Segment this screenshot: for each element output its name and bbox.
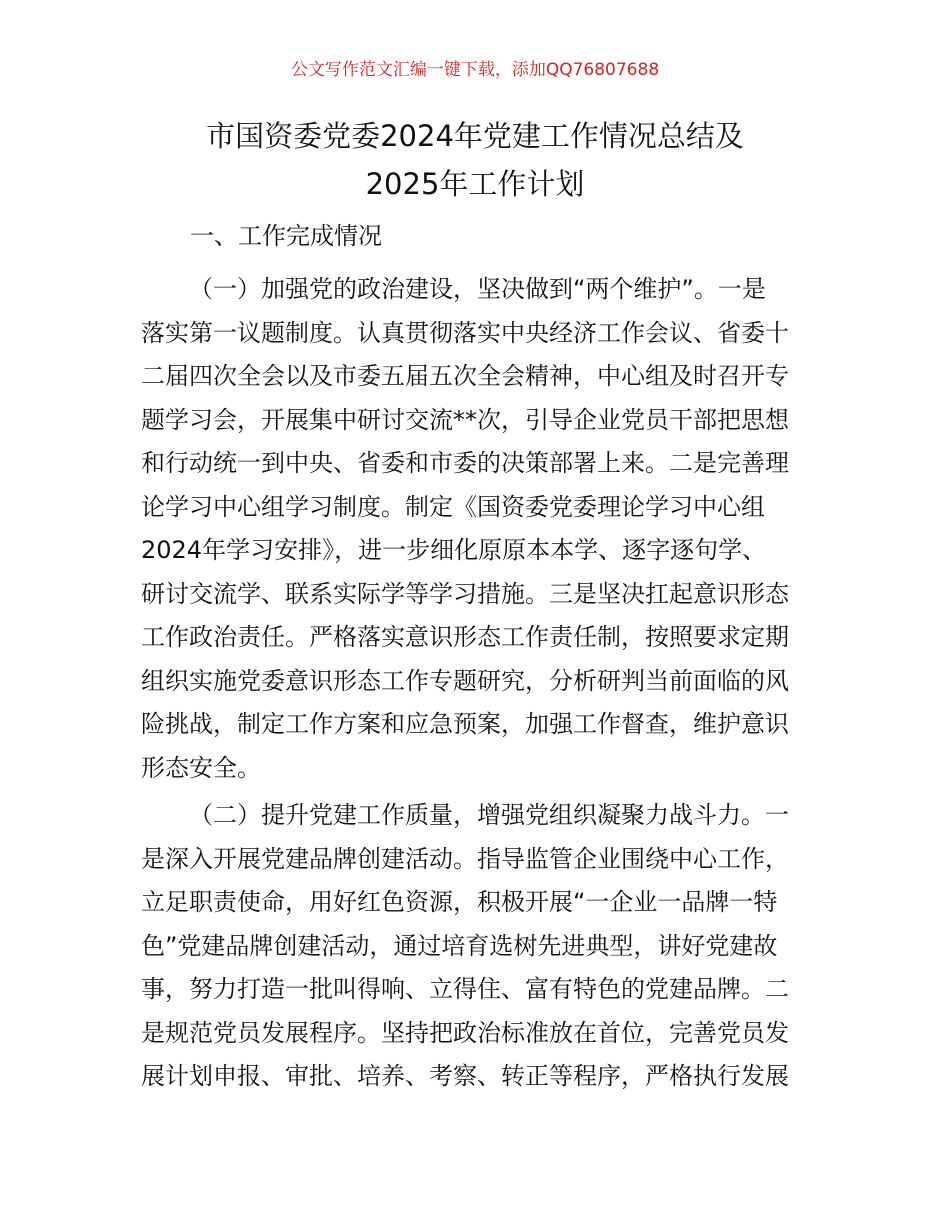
- title-line: 2025年工作计划: [365, 167, 585, 201]
- text-line: （二）提升党建工作质量，增强党组织凝聚力战斗力。一: [189, 801, 789, 829]
- text-line: 题学习会，开展集中研讨交流**次，引导企业党员干部把思想: [141, 405, 789, 434]
- text-line: 论学习中心组学习制度。制定《国资委党委理论学习中心组: [141, 492, 765, 521]
- text-line: 是规范党员发展程序。坚持把政治标准放在首位，完善党员发: [141, 1018, 789, 1047]
- text-line: 组织实施党委意识形态工作专题研究，分析研判当前面临的风: [141, 666, 789, 695]
- download-banner: 公文写作范文汇编一键下载，添加QQ76807688: [290, 60, 660, 80]
- document-title: [0, 112, 950, 208]
- text-line: 险挑战，制定工作方案和应急预案，加强工作督查，维护意识: [141, 710, 789, 738]
- text-line: 2024年学习安排》，进一步细化原原本本学、逐字逐句学、: [141, 536, 767, 564]
- text-line: 研讨交流学、联系实际学等学习措施。三是坚决扛起意识形态: [141, 579, 789, 608]
- text-line: 色”党建品牌创建活动，通过培育选树先进典型，讲好党建故: [141, 931, 778, 960]
- text-line: 形态安全。: [141, 753, 261, 782]
- text-line: 是深入开展党建品牌创建活动。指导监管企业围绕中心工作，: [141, 844, 789, 873]
- text-line: 事，努力打造一批叫得响、立得住、富有特色的党建品牌。二: [141, 975, 789, 1003]
- text-line: 工作政治责任。严格落实意识形态工作责任制，按照要求定期: [141, 623, 789, 651]
- paragraph-2: [141, 794, 821, 1099]
- text-line: 立足职责使命，用好红色资源，积极开展“一企业一品牌一特: [141, 888, 778, 916]
- paragraph-1: [141, 268, 821, 790]
- text-line: 落实第一议题制度。认真贯彻落实中央经济工作会议、省委十: [141, 318, 789, 347]
- text-line: 和行动统一到中央、省委和市委的决策部署上来。二是完善理: [141, 449, 789, 477]
- text-line: （一）加强党的政治建设，坚决做到“两个维护”。一是: [189, 275, 766, 303]
- title-line: 市国资委党委2024年党建工作情况总结及: [206, 119, 744, 153]
- section-heading: 一、工作完成情况: [190, 222, 382, 250]
- text-line: 二届四次全会以及市委五届五次全会精神，中心组及时召开专: [141, 362, 789, 390]
- text-line: 展计划申报、审批、培养、考察、转正等程序，严格执行发展: [141, 1062, 789, 1090]
